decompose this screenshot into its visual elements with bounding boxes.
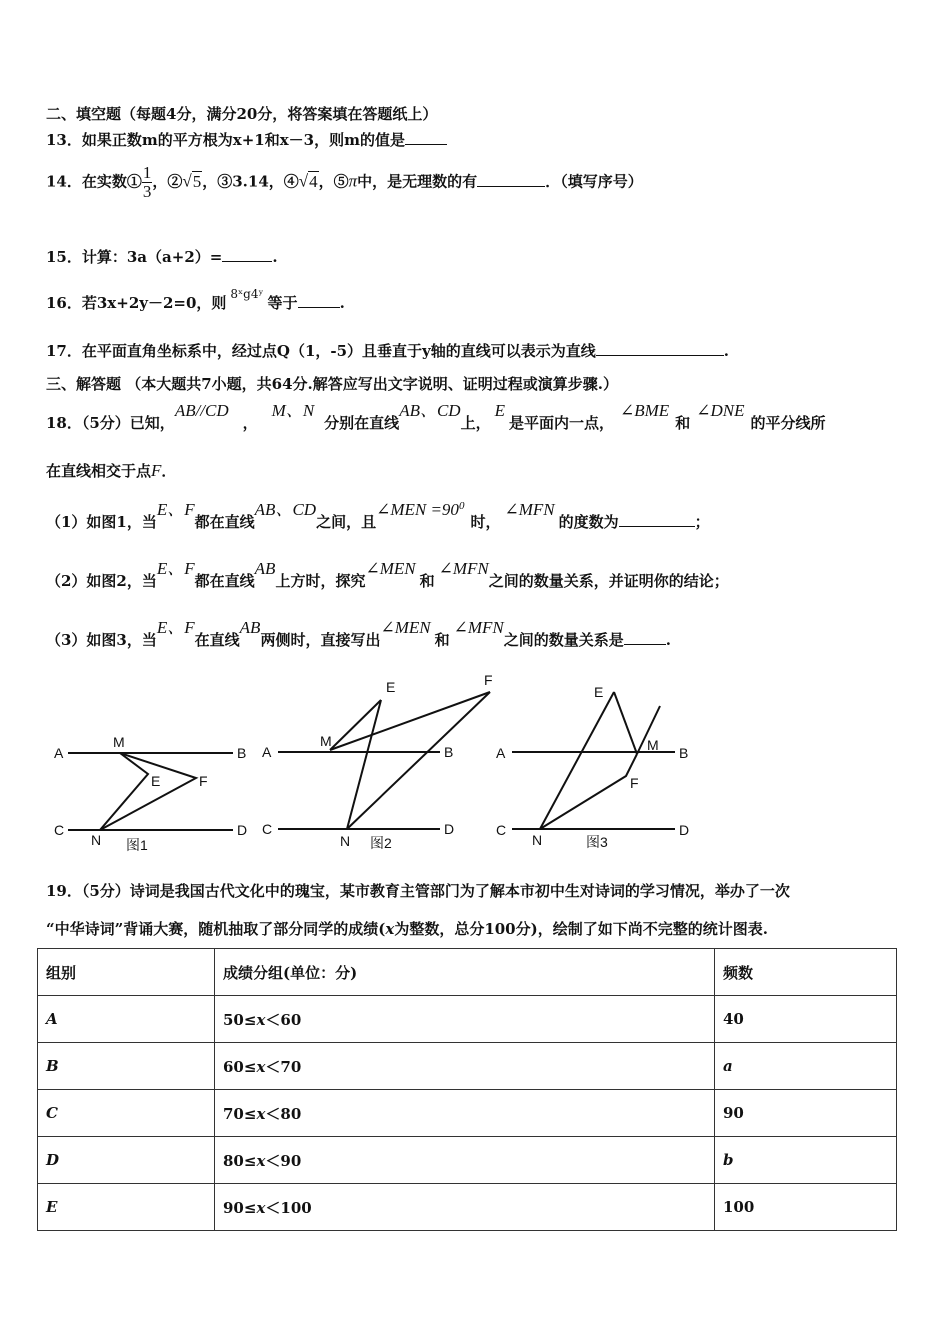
fig3-line-ne [540,692,614,829]
fig2-line-mf [330,692,490,750]
fig1-label-c: C [54,822,65,838]
q18-part3: （3）如图3，当E、F在直线AB两侧时，直接写出∠MEN和∠MFN之间的数量关系是 . [46,618,672,649]
score-table [37,948,897,1231]
fig3-path-nfm [540,754,637,829]
table-header-row [38,949,897,996]
sqrt-5: √5 [182,171,202,191]
fig2-line-en [347,700,381,829]
fig1-path-men [100,753,148,830]
fig3-label-m: M [647,737,659,753]
fig3-label-b: B [679,745,689,761]
row-group: A [38,996,215,1043]
fig3-label-d: D [679,822,690,838]
table-row [38,1184,897,1231]
fig3-label-f: F [630,775,639,791]
q16: 16．若3x+2y－2=0，则 $^{8ˣg4ʸ}$ 等于 . [46,287,345,312]
section2-heading: 二、填空题（每题4分，满分20分，将答案填在答题纸上） [46,105,438,123]
row-group: E [38,1184,215,1231]
fig1-label-n: N [91,832,102,848]
fig1-label-a: A [54,745,64,761]
fig1-label-e: E [151,773,161,789]
fig1-label-d: D [237,822,248,838]
fig2-label-a: A [262,744,272,760]
q18-part2: （2）如图2，当E、F都在直线AB上方时，探究∠MEN和∠MFN之间的数量关系，并证明你的结论； [46,559,729,590]
q17: 17．在平面直角坐标系中，经过点Q（1，-5）且垂直于y轴的直线可以表示为直线 . [46,342,729,360]
row-frequency: 90 [715,1090,897,1137]
q18-part1: （1）如图1，当E、F都在直线AB、CD之间，且∠MEN $=90^0$时，∠MFN的度数为 ； [46,500,710,531]
fig1-label-b: B [237,745,247,761]
row-frequency: b [715,1137,897,1184]
fig2-label-c: C [262,821,273,837]
row-range: 50≤x＜60 [215,996,715,1043]
geometry-figures [0,670,950,860]
header-frequency: 频数 [715,949,897,996]
fraction-one-third: $\frac{1}{3}$ [142,163,152,201]
row-range: 70≤x＜80 [215,1090,715,1137]
q19-line2: “中华诗词”背诵大赛，随机抽取了部分同学的成绩(x为整数，总分100分)，绘制了如下尚不完整的统计图表. [46,920,768,938]
fig2-label-b: B [444,744,454,760]
table-row [38,1090,897,1137]
row-group: C [38,1090,215,1137]
fig1-label-f: F [199,773,208,789]
fig1-caption: 图1 [126,837,148,853]
row-group: D [38,1137,215,1184]
row-range: 90≤x＜100 [215,1184,715,1231]
row-range: 60≤x＜70 [215,1043,715,1090]
fig2-label-e: E [386,679,396,695]
fig2-label-d: D [444,821,455,837]
row-range: 80≤x＜90 [215,1137,715,1184]
q18-line1: 18．（5分）已知，AB//CD，M、N分别在直线AB、CD上，E是平面内一点，∠BME和∠DNE的平分线所 [46,401,826,432]
q19-line1: 19．（5分）诗词是我国古代文化中的瑰宝，某市教育主管部门为了解本市初中生对诗词的学习情况，举办了一次 [46,882,790,900]
fig3-label-c: C [496,822,507,838]
sqrt-4: √4 [298,171,318,191]
q13: 13．如果正数m的平方根为x+1和x－3，则m的值是 [46,129,447,150]
table-row [38,996,897,1043]
q18-line2: 在直线相交于点F． [46,461,177,480]
q15: 15．计算：3a（a+2）= . [46,248,278,266]
fig2-line-me [330,700,381,750]
fig1-path-mfn [100,753,196,830]
fig3-label-e: E [594,684,604,700]
fig3-caption: 图3 [586,834,608,850]
fig1-label-m: M [113,734,125,750]
fig2-caption: 图2 [370,835,392,851]
header-group: 组别 [38,949,215,996]
table-row [38,1043,897,1090]
q14: 14．在实数① $\frac{1}{3}$ ，②√5，③3.14，④√4，⑤π中，是无理数的有 ．（填写序号） [46,163,643,201]
fig3-label-n: N [532,832,543,848]
row-frequency: a [715,1043,897,1090]
row-group: B [38,1043,215,1090]
fig2-label-m: M [320,733,332,749]
header-range: 成绩分组(单位：分) [215,949,715,996]
section3-heading: 三、解答题 （本大题共7小题，共64分.解答应写出文字说明、证明过程或演算步骤.） [46,375,618,393]
fig3-label-a: A [496,745,506,761]
fig2-label-n: N [340,833,351,849]
row-frequency: 100 [715,1184,897,1231]
fig3-line-em [614,692,637,754]
row-frequency: 40 [715,996,897,1043]
fig2-label-f: F [484,672,493,688]
table-row [38,1137,897,1184]
